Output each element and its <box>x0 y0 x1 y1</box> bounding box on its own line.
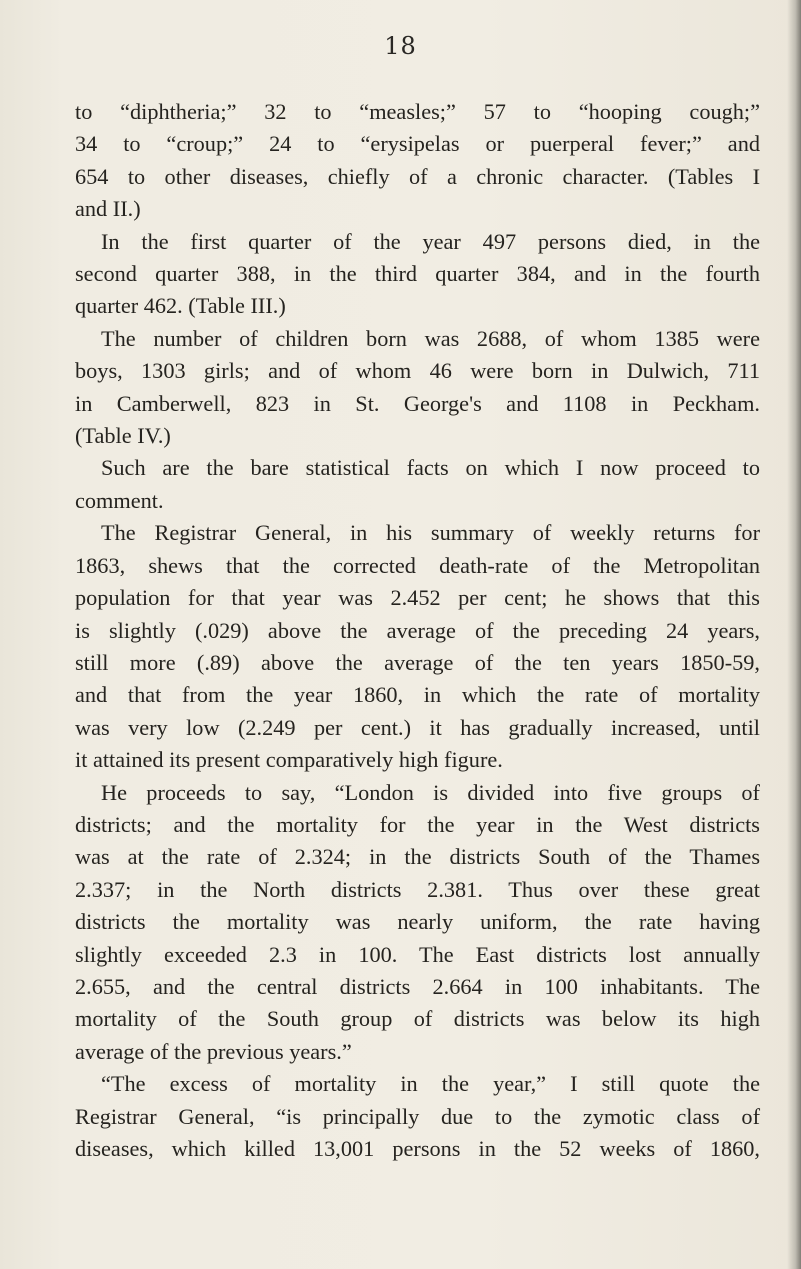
text-line: average of the previous years.” <box>75 1038 352 1064</box>
text-line: districts the mortality was nearly uniform, the rate having <box>75 909 760 935</box>
text-line: and II.) <box>75 196 141 222</box>
text-line: In the first quarter of the year 497 persons died, in the <box>101 228 760 254</box>
text-line: 654 to other diseases, chiefly of a chronic character. (Tables I <box>75 163 760 189</box>
paragraph <box>75 96 760 226</box>
text-line: boys, 1303 girls; and of whom 46 were born in Dulwich, 711 <box>75 358 760 384</box>
page-number: 18 <box>384 32 417 60</box>
text-line: The number of children born was 2688, of whom 1385 were <box>101 325 760 351</box>
text-line: comment. <box>75 487 164 513</box>
text-line: in Camberwell, 823 in St. George's and 1108 in Peckham. <box>75 390 760 416</box>
text-line: was at the rate of 2.324; in the districts South of the Thames <box>75 844 760 870</box>
text-line: 1863, shews that the corrected death-rate of the Metropolitan <box>75 552 760 578</box>
text-line: (Table IV.) <box>75 423 171 449</box>
text-line: still more (.89) above the average of the ten years 1850-59, <box>75 649 760 675</box>
text-line: and that from the year 1860, in which the rate of mortality <box>75 682 760 708</box>
text-line: population for that year was 2.452 per cent; he shows that this <box>75 585 760 611</box>
paragraph <box>75 1068 760 1165</box>
paragraph <box>75 452 760 517</box>
text-line: it attained its present comparatively high figure. <box>75 747 503 773</box>
paragraph <box>75 777 760 1069</box>
text-line: 2.655, and the central districts 2.664 in 100 inhabitants. The <box>75 973 760 999</box>
text-line: The Registrar General, in his summary of weekly returns for <box>101 520 760 546</box>
text-line: quarter 462. (Table III.) <box>75 293 286 319</box>
text-line: is slightly (.029) above the average of the preceding 24 years, <box>75 617 760 643</box>
text-line: 2.337; in the North districts 2.381. Thus over these great <box>75 876 760 902</box>
text-line: 34 to “croup;” 24 to “erysipelas or puerperal fever;” and <box>75 131 760 157</box>
paragraph <box>75 323 760 453</box>
body-text <box>75 96 760 1165</box>
text-line: to “diphtheria;” 32 to “measles;” 57 to “hooping cough;” <box>75 99 760 124</box>
text-line: He proceeds to say, “London is divided into five groups of <box>101 779 760 805</box>
text-line: was very low (2.249 per cent.) it has gradually increased, until <box>75 714 760 740</box>
paragraph <box>75 517 760 776</box>
text-line: mortality of the South group of districts was below its high <box>75 1006 760 1032</box>
text-line: second quarter 388, in the third quarter 384, and in the fourth <box>75 261 760 287</box>
text-line: diseases, which killed 13,001 persons in the 52 weeks of 1860, <box>75 1136 760 1161</box>
page-edge-shadow <box>787 0 801 1269</box>
text-line: “The excess of mortality in the year,” I still quote the <box>101 1071 760 1097</box>
text-line: Such are the bare statistical facts on which I now proceed to <box>101 455 760 481</box>
text-line: slightly exceeded 2.3 in 100. The East districts lost annually <box>75 941 760 967</box>
paragraph <box>75 226 760 323</box>
text-line: districts; and the mortality for the year in the West districts <box>75 811 760 837</box>
text-line: Registrar General, “is principally due to the zymotic class of <box>75 1103 760 1129</box>
